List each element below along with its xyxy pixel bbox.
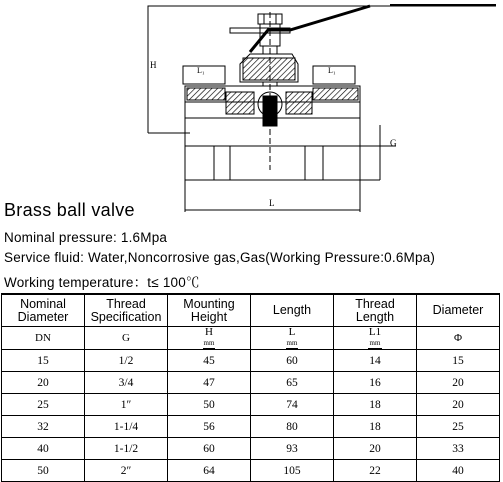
specification-table bbox=[1, 293, 500, 482]
valve-technical-drawing bbox=[0, 0, 503, 208]
table-cell: 65 bbox=[251, 372, 334, 394]
table-cell: 40 bbox=[417, 460, 500, 482]
table-cell: 1″ bbox=[85, 394, 168, 416]
dimension-label-h: H bbox=[150, 60, 157, 70]
table-row bbox=[2, 460, 500, 482]
table-cell: 25 bbox=[417, 416, 500, 438]
table-cell: 47 bbox=[168, 372, 251, 394]
table-cell: 20 bbox=[417, 394, 500, 416]
table-cell: 56 bbox=[168, 416, 251, 438]
header-thread-specification: Thread Specification bbox=[85, 294, 168, 327]
table-header-row bbox=[2, 294, 500, 327]
dimension-label-l: L bbox=[269, 198, 275, 208]
symbol-cell: Φ bbox=[417, 327, 500, 350]
table-row bbox=[2, 438, 500, 460]
table-cell: 60 bbox=[168, 438, 251, 460]
service-fluid-text: Service fluid: Water,Noncorrosive gas,Gas(Working Pressure:0.6Mpa) bbox=[4, 250, 436, 265]
nominal-pressure-text: Nominal pressure: 1.6Mpa bbox=[4, 230, 168, 245]
table-cell: 74 bbox=[251, 394, 334, 416]
dimension-label-l1-right: L₁ bbox=[328, 66, 336, 75]
table-row bbox=[2, 350, 500, 372]
symbol-cell: L1 mm bbox=[334, 327, 417, 350]
table-row bbox=[2, 372, 500, 394]
table-cell: 40 bbox=[2, 438, 85, 460]
table-cell: 15 bbox=[2, 350, 85, 372]
dimension-label-l1-left: L₁ bbox=[197, 66, 205, 75]
table-cell: 105 bbox=[251, 460, 334, 482]
table-cell: 14 bbox=[334, 350, 417, 372]
table-cell: 80 bbox=[251, 416, 334, 438]
symbol-cell: DN bbox=[2, 327, 85, 350]
symbol-cell: H mm bbox=[168, 327, 251, 350]
table-cell: 18 bbox=[334, 394, 417, 416]
table-cell: 20 bbox=[2, 372, 85, 394]
header-nominal-diameter: Nominal Diameter bbox=[2, 294, 85, 327]
table-cell: 20 bbox=[417, 372, 500, 394]
table-cell: 25 bbox=[2, 394, 85, 416]
table-cell: 60 bbox=[251, 350, 334, 372]
header-diameter: Diameter bbox=[417, 294, 500, 327]
table-cell: 22 bbox=[334, 460, 417, 482]
table-cell: 18 bbox=[334, 416, 417, 438]
symbol-cell: L mm bbox=[251, 327, 334, 350]
table-symbol-row bbox=[2, 327, 500, 350]
dimension-label-g: G bbox=[390, 138, 397, 148]
header-length: Length bbox=[251, 294, 334, 327]
table-row bbox=[2, 416, 500, 438]
table-cell: 1-1/2 bbox=[85, 438, 168, 460]
table-cell: 2″ bbox=[85, 460, 168, 482]
table-cell: 20 bbox=[334, 438, 417, 460]
table-cell: 16 bbox=[334, 372, 417, 394]
working-temperature-text: Working temperature：t≤ 100℃ bbox=[4, 275, 200, 290]
header-thread-length: Thread Length bbox=[334, 294, 417, 327]
table-cell: 45 bbox=[168, 350, 251, 372]
header-mounting-height: Mounting Height bbox=[168, 294, 251, 327]
table-cell: 3/4 bbox=[85, 372, 168, 394]
product-title: Brass ball valve bbox=[4, 200, 135, 220]
table-cell: 50 bbox=[168, 394, 251, 416]
table-cell: 1/2 bbox=[85, 350, 168, 372]
table-cell: 1-1/4 bbox=[85, 416, 168, 438]
table-cell: 33 bbox=[417, 438, 500, 460]
table-row bbox=[2, 394, 500, 416]
table-cell: 64 bbox=[168, 460, 251, 482]
table-cell: 15 bbox=[417, 350, 500, 372]
symbol-cell: G bbox=[85, 327, 168, 350]
table-cell: 93 bbox=[251, 438, 334, 460]
table-cell: 32 bbox=[2, 416, 85, 438]
table-cell: 50 bbox=[2, 460, 85, 482]
